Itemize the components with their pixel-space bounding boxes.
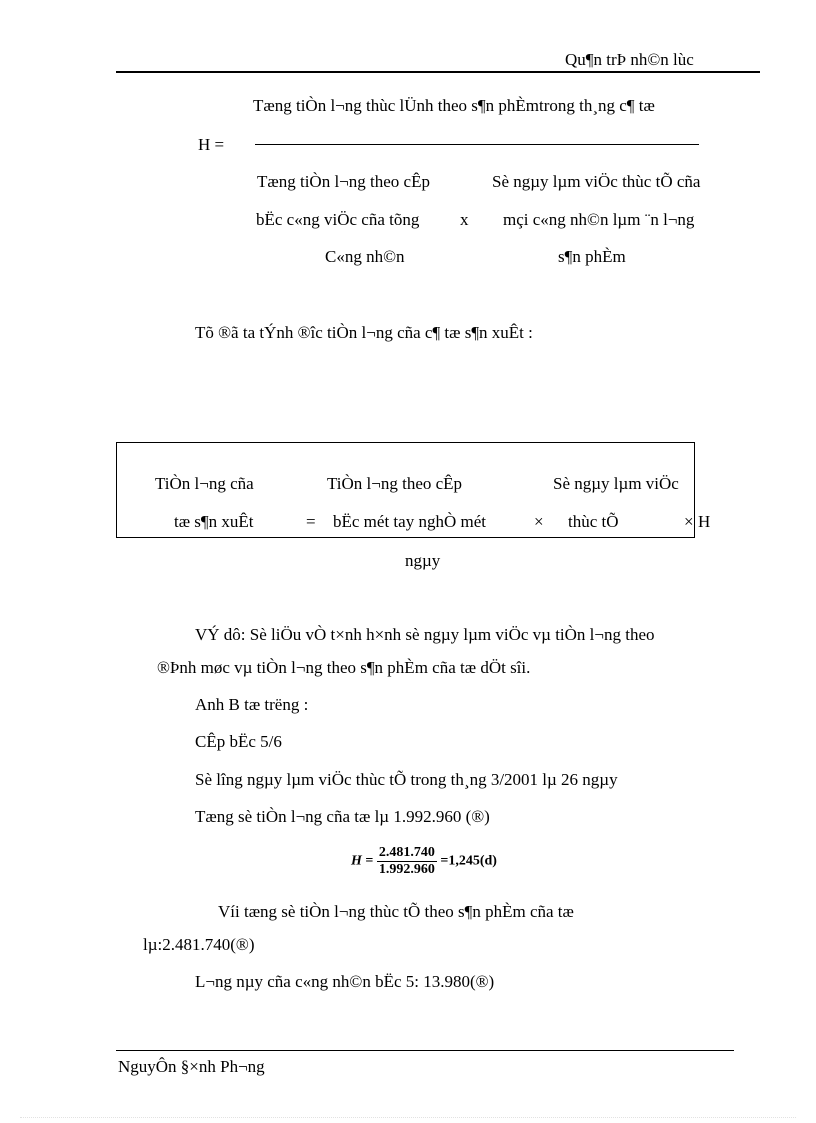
- formula2-c2: thùc tÕ: [568, 512, 619, 531]
- formula2-c1: Sè ngµy lµm viÖc: [553, 474, 679, 493]
- formula2-b2: bËc mét tay nghÒ mét: [333, 512, 486, 531]
- example-total: Tæng sè tiÒn l¬ng cña tæ lµ 1.992.960 (®): [195, 807, 490, 826]
- equation-numerator: 2.481.740: [378, 845, 435, 860]
- header-rule: [116, 71, 760, 73]
- formula1-lhs: H =: [198, 135, 225, 154]
- example-line-1: VÝ dô: Sè liÖu vÒ t×nh h×nh sè ngµy lµm viÖc vµ tiÒn l¬ng theo: [195, 625, 655, 644]
- formula1-den-left-3: C«ng nh©n: [325, 247, 405, 266]
- formula1-den-right-1: Sè ngµy lµm viÖc thùc tÕ cña: [492, 172, 701, 191]
- page-edge: [20, 1117, 796, 1118]
- formula2-a2: tæ s¶n xuÊt: [174, 512, 254, 531]
- formula1-den-left-2: bËc c«ng viÖc cña tõng: [256, 210, 420, 229]
- after-line-2: lµ:2.481.740(®): [143, 935, 255, 954]
- example-days: Sè lîng ngµy lµm viÖc thùc tÕ trong th¸ng 3/2001 lµ 26 ngµy: [195, 770, 618, 789]
- formula2-b1: TiÒn l¬ng theo cÊp: [327, 474, 463, 493]
- example-line-2: ®Þnh møc vµ tiÒn l¬ng theo s¶n phÈm cña tæ dÖt sîi.: [157, 658, 531, 677]
- equation: [351, 845, 497, 878]
- example-grade: CÊp bËc 5/6: [195, 732, 282, 751]
- formula2-times-1: ×: [534, 512, 544, 531]
- formula1-numerator: Tæng tiÒn l¬ng thùc lÜnh theo s¶n phÈmtrong th¸ng c¶ tæ: [253, 96, 655, 115]
- example-lead: Anh B tæ trëng :: [195, 695, 309, 714]
- formula2-h: H: [698, 512, 711, 531]
- formula2-tail: ngµy: [405, 551, 441, 570]
- footer-author: NguyÔn §×nh Ph¬ng: [118, 1057, 265, 1076]
- formula1-den-right-2: mçi c«ng nh©n lµm ¨n l¬ng: [503, 210, 695, 229]
- after-wage: L¬ng nµy cña c«ng nh©n bËc 5: 13.980(®): [195, 972, 495, 991]
- equation-rhs: =1,245(d): [440, 853, 497, 869]
- after-line-1: Víi tæng sè tiÒn l¬ng thùc tÕ theo s¶n phÈm cña tæ: [218, 902, 574, 921]
- formula2-a1: TiÒn l¬ng cña: [155, 474, 254, 493]
- equation-denominator: 1.992.960: [378, 862, 435, 877]
- footer-rule: [116, 1050, 734, 1051]
- formula2-eq: =: [306, 512, 316, 531]
- formula1-fraction-bar: [255, 144, 699, 145]
- formula1-den-right-3: s¶n phÈm: [558, 247, 626, 266]
- equation-lhs: H: [351, 853, 362, 869]
- equation-eq: =: [365, 853, 374, 869]
- header-title: Qu¶n trÞ nh©n lùc: [565, 50, 694, 69]
- formula1-times: x: [460, 210, 469, 229]
- intro-paragraph: Tõ ®ã ta tÝnh ®îc tiÒn l¬ng cña c¶ tæ s¶n xuÊt :: [195, 323, 533, 342]
- formula1-den-left-1: Tæng tiÒn l¬ng theo cÊp: [257, 172, 430, 191]
- equation-fraction: [377, 845, 437, 878]
- formula2-times-2: ×: [684, 512, 694, 531]
